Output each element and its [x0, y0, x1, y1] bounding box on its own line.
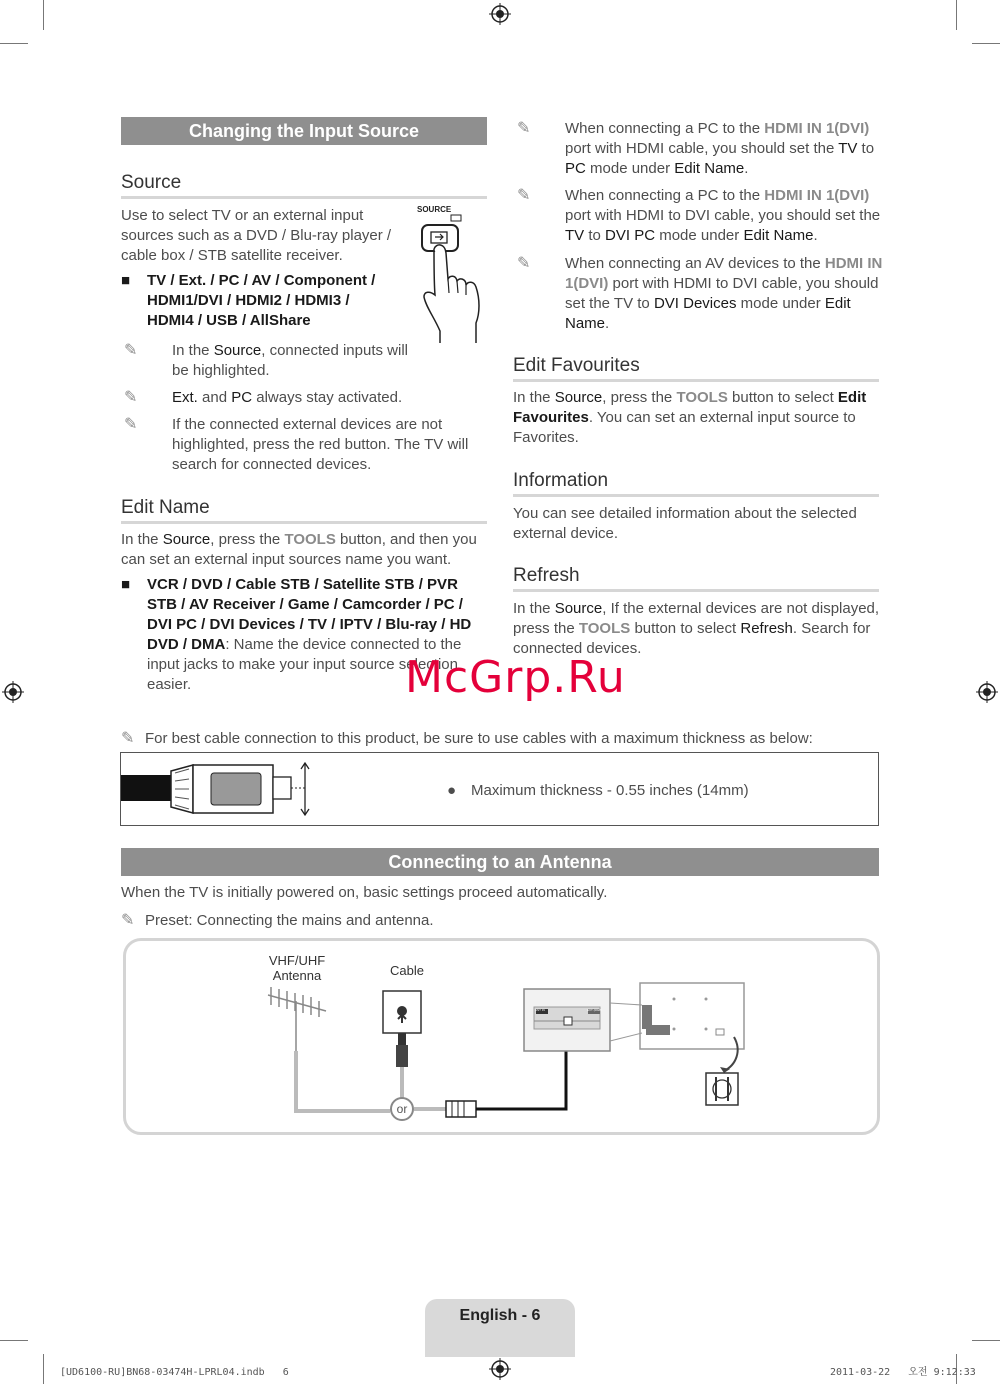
footer-date-info: 2011-03-22 오전 9:12:33: [830, 1367, 976, 1378]
edit-favourites-description: In the Source, press the TOOLS button to select Edit Favourites. You can set an external input source to Favorites.: [513, 389, 867, 446]
registration-mark-icon: [489, 1358, 511, 1380]
vhf-uhf-antenna-icon: [268, 987, 326, 1051]
antenna-description: When the TV is initially powered on, basic settings proceed automatically.: [121, 884, 608, 901]
crop-mark: [43, 1354, 44, 1384]
bullet-dot-icon: ●: [447, 782, 457, 799]
crop-mark: [43, 0, 44, 30]
crop-mark: [972, 1340, 1000, 1341]
antenna-preset-note: ✎ Preset: Connecting the mains and antenna.: [121, 912, 434, 929]
crop-mark: [956, 0, 957, 30]
section-banner-antenna: Connecting to an Antenna: [121, 848, 879, 876]
power-outlet-icon: [706, 1073, 738, 1105]
footer-file-info: [UD6100-RU]BN68-03474H-LPRL04.indb 6: [60, 1367, 289, 1378]
port-ext-label: EXT (RGB): [587, 1008, 603, 1012]
source-note-1: ✎ In the Source, connected inputs will be highlighted.: [124, 342, 408, 379]
remote-source-label: SOURCE: [417, 205, 452, 214]
registration-mark-icon: [2, 681, 24, 703]
note-pencil-icon: ✎: [121, 730, 135, 747]
antenna-connection-illustration: [126, 941, 877, 1132]
cable-thickness-box: [120, 752, 879, 826]
heading-edit-favourites: Edit Favourites: [513, 356, 879, 382]
watermark: McGrp.Ru: [405, 652, 626, 703]
edit-name-description: In the Source, press the TOOLS button, and then you can set an external input sources name you want.: [121, 531, 477, 568]
note-pencil-icon: ✎: [124, 416, 138, 433]
source-list-text: TV / Ext. / PC / AV / Component / HDMI1/DVI / HDMI2 / HDMI3 / HDMI4 / USB / AllShare: [147, 272, 376, 329]
max-thickness-bullet: ● Maximum thickness - 0.55 inches (14mm): [447, 782, 749, 799]
or-label: or: [396, 1102, 408, 1116]
registration-mark-icon: [489, 3, 511, 25]
note-pencil-icon: ✎: [517, 187, 531, 204]
heading-information: Information: [513, 471, 879, 497]
note-pencil-icon: ✎: [517, 255, 531, 272]
note-pencil-icon: ✎: [124, 342, 138, 359]
cable-connector-icon: [121, 761, 331, 819]
heading-edit-name: Edit Name: [121, 498, 487, 524]
cable-thickness-note: ✎ For best cable connection to this product, be sure to use cables with a maximum thickness as below:: [121, 730, 813, 747]
hand-pressing-button-icon: [410, 213, 486, 345]
note-pencil-icon: ✎: [121, 912, 135, 929]
remote-source-illustration: [410, 205, 486, 345]
information-description: You can see detailed information about the selected external device.: [513, 505, 857, 542]
hdmi-note-2: ✎ When connecting a PC to the HDMI IN 1(DVI) port with HDMI to DVI cable, you should set the TV to DVI PC mode under Edit Name.: [517, 187, 881, 244]
note-pencil-icon: ✎: [124, 389, 138, 406]
section-banner-input-source: Changing the Input Source: [121, 117, 487, 145]
source-note-2: ✎ Ext. and PC always stay activated.: [124, 389, 403, 406]
heading-source: Source: [121, 173, 487, 199]
port-ant-in-label: ANT IN: [535, 1008, 545, 1012]
antenna-label: VHF/UHF Antenna: [268, 953, 326, 983]
page-number-tab: English - 6: [425, 1299, 575, 1357]
cable-label: Cable: [390, 963, 424, 978]
tv-back-icon: [640, 983, 744, 1049]
source-description: Use to select TV or an external input sources such as a DVD / Blu-ray player / cable box / STB satellite receiver.: [121, 207, 392, 264]
crop-mark: [0, 1340, 28, 1341]
note-pencil-icon: ✎: [517, 120, 531, 137]
square-bullet-icon: ■: [121, 272, 131, 289]
source-list-item: [121, 271, 383, 331]
crop-mark: [0, 43, 28, 44]
crop-mark: [972, 43, 1000, 44]
registration-mark-icon: [976, 681, 998, 703]
edit-name-list-item: ■ VCR / DVD / Cable STB / Satellite STB / PVR STB / AV Receiver / Game / Camcorder / PC / DVI PC / DVI Devices / TV / IPTV / Blu-ray / HD DVD / DMA: Name the device connected to the input jacks to make your input source selection easier.: [121, 576, 472, 693]
hdmi-note-1: ✎ When connecting a PC to the HDMI IN 1(DVI) port with HDMI cable, you should set the TV to PC mode under Edit Name.: [517, 120, 875, 177]
heading-refresh: Refresh: [513, 566, 879, 592]
source-note-3: ✎ If the connected external devices are not highlighted, press the red button. The TV will search for connected devices.: [124, 416, 469, 473]
square-bullet-icon: ■: [121, 576, 131, 593]
hdmi-note-3: ✎ When connecting an AV devices to the HDMI IN 1(DVI) port with HDMI to DVI cable, you should set the TV to DVI Devices mode under Edit Name.: [517, 255, 883, 332]
antenna-diagram: [123, 938, 880, 1135]
refresh-description: In the Source, If the external devices are not displayed, press the TOOLS button to select Refresh. Search for connected devices.: [513, 600, 880, 657]
